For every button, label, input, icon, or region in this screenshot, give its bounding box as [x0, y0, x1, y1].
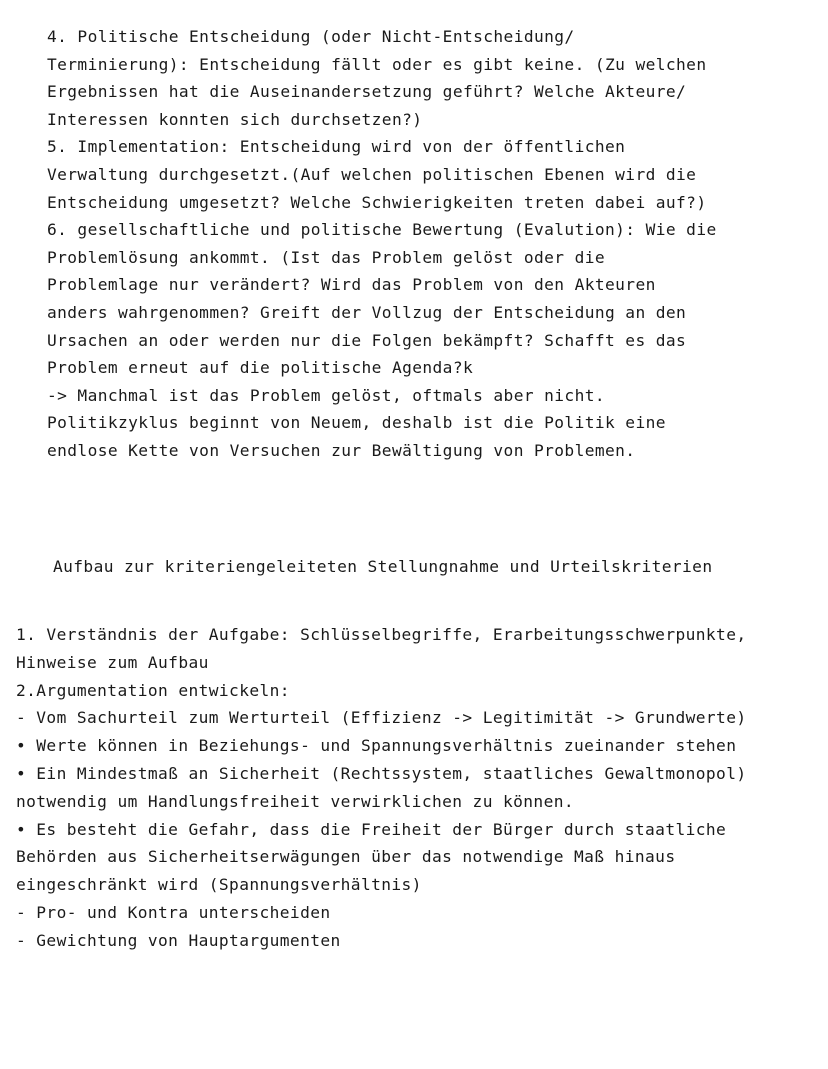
- text-line: Ergebnissen hat die Auseinandersetzung geführt? Welche Akteure/: [47, 82, 687, 102]
- judgement-criteria-text: [16, 621, 824, 955]
- text-line: - Gewichtung von Hauptargumenten: [16, 930, 341, 950]
- text-line: 5. Implementation: Entscheidung wird von der öffentlichen: [47, 137, 626, 157]
- text-line: 6. gesellschaftliche und politische Bewertung (Evalution): Wie die: [47, 220, 717, 240]
- text-line: Verwaltung durchgesetzt.(Auf welchen politischen Ebenen wird die: [47, 164, 697, 184]
- text-line: Problemlage nur verändert? Wird das Problem von den Akteuren: [47, 275, 656, 295]
- text-line: Terminierung): Entscheidung fällt oder es gibt keine. (Zu welchen: [47, 54, 707, 74]
- text-line: 2.Argumentation entwickeln:: [16, 680, 290, 700]
- text-line: Hinweise zum Aufbau: [16, 652, 209, 672]
- text-line: -> Manchmal ist das Problem gelöst, oftmals aber nicht.: [47, 385, 606, 405]
- text-line: Problem erneut auf die politische Agenda?k: [47, 358, 474, 378]
- text-line: anders wahrgenommen? Greift der Vollzug der Entscheidung an den: [47, 302, 687, 322]
- text-line: notwendig um Handlungsfreiheit verwirklichen zu können.: [16, 791, 575, 811]
- text-line: - Pro- und Kontra unterscheiden: [16, 902, 331, 922]
- section-heading: Aufbau zur kriteriengeleiteten Stellungnahme und Urteilskriterien: [53, 557, 713, 576]
- policy-cycle-text: [47, 23, 817, 465]
- text-line: Interessen konnten sich durchsetzen?): [47, 109, 423, 129]
- text-line: - Vom Sachurteil zum Werturteil (Effizienz -> Legitimität -> Grundwerte): [16, 708, 747, 728]
- text-line: • Es besteht die Gefahr, dass die Freiheit der Bürger durch staatliche: [16, 819, 727, 839]
- text-line: • Ein Mindestmaß an Sicherheit (Rechtssystem, staatliches Gewaltmonopol): [16, 763, 747, 783]
- text-line: Behörden aus Sicherheitserwägungen über das notwendige Maß hinaus: [16, 847, 676, 867]
- text-line: • Werte können in Beziehungs- und Spannungsverhältnis zueinander stehen: [16, 736, 737, 756]
- text-line: 1. Verständnis der Aufgabe: Schlüsselbegriffe, Erarbeitungsschwerpunkte,: [16, 625, 747, 644]
- text-line: Ursachen an oder werden nur die Folgen bekämpft? Schafft es das: [47, 330, 687, 350]
- text-line: endlose Kette von Versuchen zur Bewältigung von Problemen.: [47, 440, 636, 460]
- text-line: Problemlösung ankommt. (Ist das Problem gelöst oder die: [47, 247, 606, 267]
- text-line: Politikzyklus beginnt von Neuem, deshalb ist die Politik eine: [47, 413, 666, 433]
- text-line: eingeschränkt wird (Spannungsverhältnis): [16, 875, 422, 895]
- text-line: 4. Politische Entscheidung (oder Nicht-Entscheidung/: [47, 27, 575, 46]
- text-line: Entscheidung umgesetzt? Welche Schwierigkeiten treten dabei auf?): [47, 192, 707, 212]
